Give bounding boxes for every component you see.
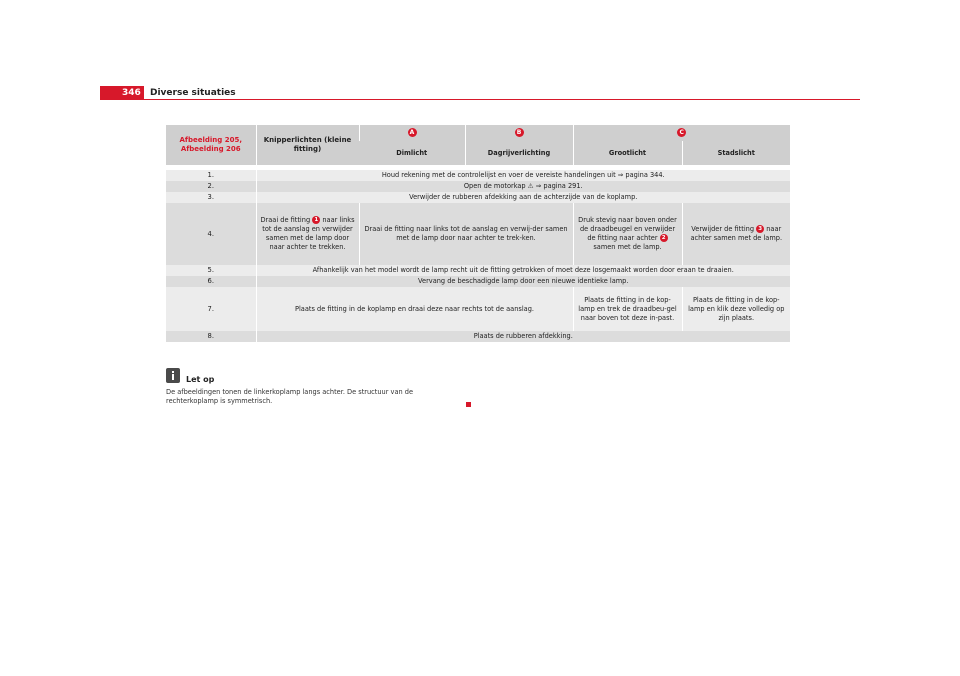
table-row	[166, 181, 790, 192]
step-number: 8.	[166, 331, 256, 342]
step-text-col3: Plaats de fitting in de kop-lamp en trek de draadbeu-gel naar boven tot deze in-past.	[573, 287, 682, 331]
page-header	[100, 86, 860, 100]
step-number: 1.	[166, 170, 256, 181]
step-text: Open de motorkap ⚠ ⇒ pagina 291.	[256, 181, 790, 192]
table-row	[166, 331, 790, 342]
marker-b: B	[515, 128, 524, 137]
group-marker-cell	[359, 125, 465, 141]
step-number: 7.	[166, 287, 256, 331]
step-text: Vervang de beschadigde lamp door een nieuwe identieke lamp.	[256, 276, 790, 287]
step-number: 5.	[166, 265, 256, 276]
section-title: Diverse situaties	[150, 88, 236, 98]
marker-c: C	[677, 128, 686, 137]
step-text: Verwijder de rubberen afdekking aan de achterzijde van de koplamp.	[256, 192, 790, 203]
lamp-type-header: Knipperlichten (kleine fitting)	[256, 125, 359, 165]
note-title: Let op	[186, 375, 215, 384]
marker-2: 2	[660, 234, 668, 242]
column-header-dimlicht: Dimlicht	[359, 141, 465, 165]
step-text: Plaats de rubberen afdekking.	[256, 331, 790, 342]
table-row	[166, 170, 790, 181]
table-row	[166, 265, 790, 276]
marker-3: 3	[756, 225, 764, 233]
group-marker-cell	[573, 125, 790, 141]
step-text-col3: Druk stevig naar boven onder de draadbeugel en verwijder de fitting naar achter 2 samen met de lamp.	[573, 203, 682, 265]
column-header-grootlicht: Grootlicht	[573, 141, 682, 165]
table-header-row-markers	[166, 125, 790, 141]
step-number: 2.	[166, 181, 256, 192]
info-icon	[166, 368, 180, 383]
step-number: 3.	[166, 192, 256, 203]
step-number: 6.	[166, 276, 256, 287]
table-row	[166, 203, 790, 265]
step-text-col1: Draai de fitting 1 naar links tot de aanslag en verwijder samen met de lamp door naar achter te trekken.	[256, 203, 359, 265]
step-text: Houd rekening met de controlelijst en voer de vereiste handelingen uit ⇒ pagina 344.	[256, 170, 790, 181]
group-marker-cell	[465, 125, 573, 141]
header-rule	[144, 99, 860, 100]
column-header-stadslicht: Stadslicht	[682, 141, 790, 165]
step-number: 4.	[166, 203, 256, 265]
step-text-col12: Plaats de fitting in de koplamp en draai deze naar rechts tot de aanslag.	[256, 287, 573, 331]
figure-reference: Afbeelding 205, Afbeelding 206	[166, 125, 256, 165]
marker-1: 1	[312, 216, 320, 224]
note-text: De afbeeldingen tonen de linkerkoplamp langs achter. De structuur van de rechterkoplamp is symmetrisch.	[166, 388, 414, 405]
page-number: 346	[100, 86, 144, 100]
warning-icon: ⚠	[527, 182, 534, 190]
lamp-replacement-table	[166, 125, 790, 342]
step-text-col2: Draai de fitting naar links tot de aanslag en verwij-der samen met de lamp door naar achter te trek-ken.	[359, 203, 573, 265]
section-end-marker	[466, 402, 471, 407]
table-row	[166, 192, 790, 203]
step-text: Afhankelijk van het model wordt de lamp recht uit de fitting getrokken of moet deze losgemaakt worden door eraan te draaien.	[256, 265, 790, 276]
marker-a: A	[408, 128, 417, 137]
step-text-col4: Verwijder de fitting 3 naar achter samen met de lamp.	[682, 203, 790, 265]
table-row	[166, 276, 790, 287]
table-row	[166, 287, 790, 331]
column-header-dagrijverlichting: Dagrijverlichting	[465, 141, 573, 165]
step-text-col4: Plaats de fitting in de kop-lamp en klik deze volledig op zijn plaats.	[682, 287, 790, 331]
